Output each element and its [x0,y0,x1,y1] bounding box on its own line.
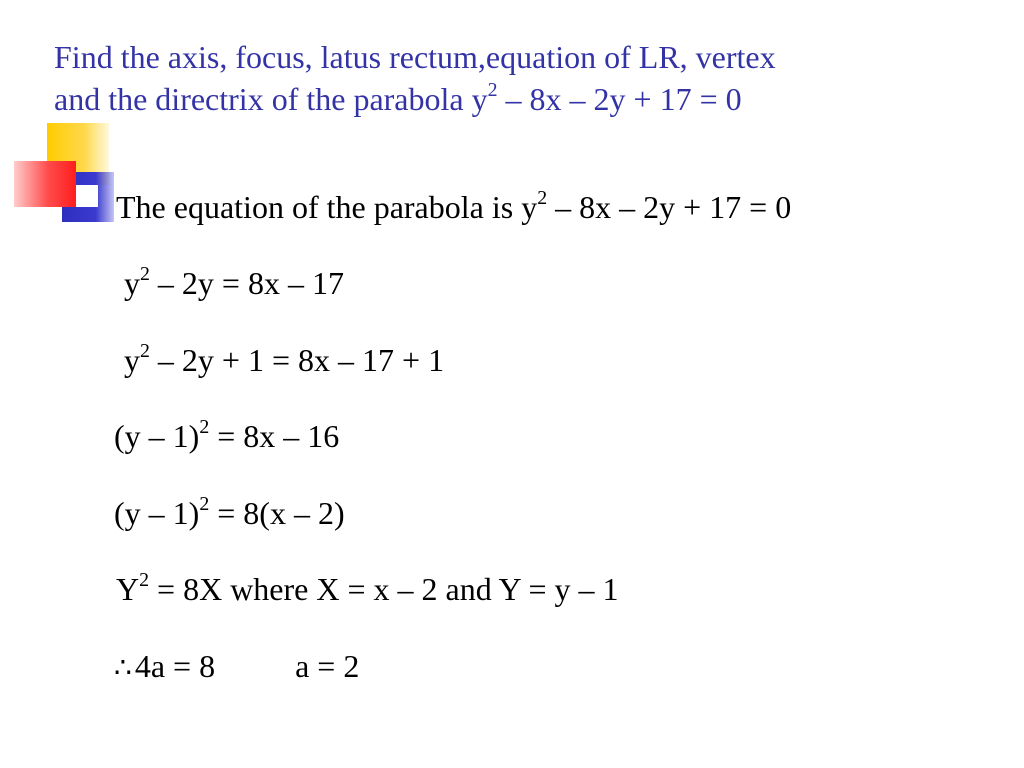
step-4-text: (y – 1) [114,418,200,454]
step-5-rest: = 8(x – 2) [209,495,345,531]
decorative-red-square [14,161,76,207]
title-line-1: Find the axis, focus, latus rectum,equation of LR, vertex [54,39,776,75]
step-6-text: Y [116,571,140,607]
step-6-exponent: 2 [139,569,150,592]
step-2-rest: – 2y = 8x – 17 [149,265,344,301]
equation-step-7 [114,646,359,689]
decorative-white-gap [76,185,98,207]
equation-step-4 [114,416,339,456]
step-2-exponent: 2 [140,263,150,286]
step-4-rest: = 8x – 16 [209,418,340,454]
step-3-text: y [124,342,140,378]
slide-title [54,36,1004,120]
step-6-rest: = 8X where X = x – 2 and Y = y – 1 [149,571,619,607]
step-1-rest: – 8x – 2y + 17 = 0 [547,189,792,225]
step-1-text: The equation of the parabola is y [116,189,538,225]
equation-step-1 [116,187,791,227]
step-2-text: y [124,265,140,301]
step-7-right: a = 2 [295,648,360,684]
equation-step-2 [124,263,344,303]
step-1-exponent: 2 [537,187,548,210]
equation-step-6 [116,569,619,609]
step-3-rest: – 2y + 1 = 8x – 17 + 1 [149,342,445,378]
step-3-exponent: 2 [140,340,150,363]
step-5-exponent: 2 [199,493,210,516]
step-4-exponent: 2 [199,416,210,439]
therefore-symbol: ∴ [114,653,132,684]
equation-step-3 [124,340,444,380]
step-5-text: (y – 1) [114,495,200,531]
equation-step-5 [114,493,345,533]
title-line-2 [54,78,1004,120]
title-line-2-text: and the directrix of the parabola y [54,81,488,117]
title-line-2-rest: – 8x – 2y + 17 = 0 [497,81,742,117]
step-7-left: 4a = 8 [134,648,216,684]
title-exponent: 2 [487,79,498,102]
